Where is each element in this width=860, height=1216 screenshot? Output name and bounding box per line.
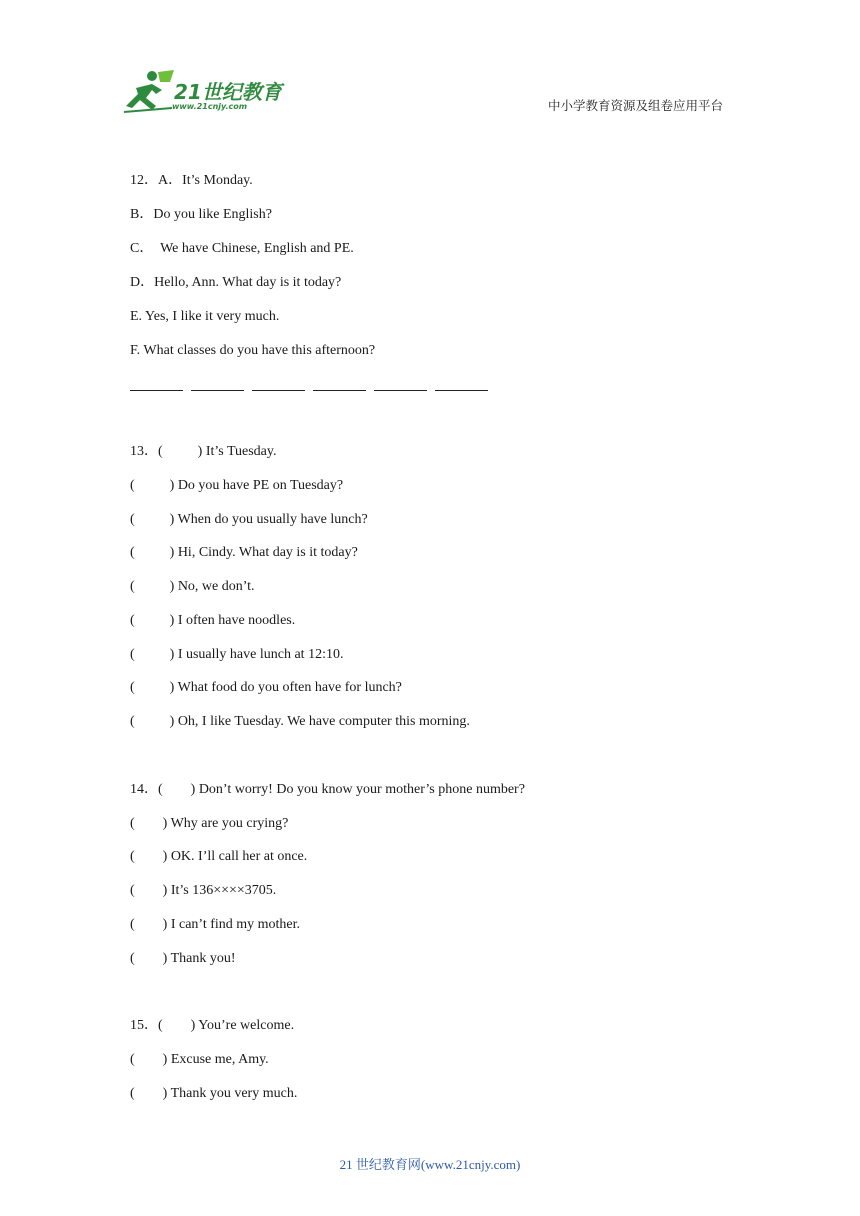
answer-blank[interactable] — [435, 372, 488, 391]
logo-wordmark: 21世纪教育 — [174, 80, 282, 104]
q13-line-4: ( ) Hi, Cindy. What day is it today? — [130, 545, 358, 560]
answer-blank[interactable] — [374, 372, 427, 391]
q15-line-1: 15．( ) You’re welcome. — [130, 1018, 295, 1033]
q15-line-3: ( ) Thank you very much. — [130, 1086, 298, 1101]
answer-blank[interactable] — [130, 372, 183, 391]
q13-line-5: ( ) No, we don’t. — [130, 579, 255, 594]
q13-line-9: ( ) Oh, I like Tuesday. We have computer this morning. — [130, 714, 470, 729]
logo — [122, 68, 292, 116]
q14-line-2: ( ) Why are you crying? — [130, 816, 289, 831]
q12-line-2: B．Do you like English? — [130, 207, 272, 222]
page-header — [0, 0, 860, 140]
q12-answer-blanks — [130, 372, 488, 391]
answer-blank[interactable] — [191, 372, 244, 391]
header-tagline: 中小学教育资源及组卷应用平台 — [548, 98, 724, 113]
q12-line-5: E. Yes, I like it very much. — [130, 309, 280, 324]
q14-line-3: ( ) OK. I’ll call her at once. — [130, 849, 308, 864]
q14-line-5: ( ) I can’t find my mother. — [130, 917, 301, 932]
q13-line-8: ( ) What food do you often have for lunch? — [130, 680, 402, 695]
q12-line-3: C． We have Chinese, English and PE. — [130, 241, 354, 256]
runner-logo-icon — [122, 68, 178, 114]
answer-blank[interactable] — [313, 372, 366, 391]
q12-line-4: D．Hello, Ann. What day is it today? — [130, 275, 342, 290]
q13-line-1: 13．( ) It’s Tuesday. — [130, 444, 277, 459]
q12-line-6: F. What classes do you have this afternoon? — [130, 343, 376, 358]
answer-blank[interactable] — [252, 372, 305, 391]
q14-line-6: ( ) Thank you! — [130, 951, 236, 966]
logo-url: www.21cnjy.com — [172, 102, 248, 111]
q15-line-2: ( ) Excuse me, Amy. — [130, 1052, 269, 1067]
q13-line-7: ( ) I usually have lunch at 12:10. — [130, 647, 344, 662]
page-footer: 21 世纪教育网(www.21cnjy.com) — [339, 1157, 521, 1172]
q13-line-3: ( ) When do you usually have lunch? — [130, 512, 368, 527]
q14-line-4: ( ) It’s 136××××3705. — [130, 883, 277, 898]
q13-line-2: ( ) Do you have PE on Tuesday? — [130, 478, 344, 493]
q12-line-1: 12．A．It’s Monday. — [130, 173, 253, 188]
q14-line-1: 14．( ) Don’t worry! Do you know your mother’s phone number? — [130, 782, 525, 797]
q13-line-6: ( ) I often have noodles. — [130, 613, 296, 628]
